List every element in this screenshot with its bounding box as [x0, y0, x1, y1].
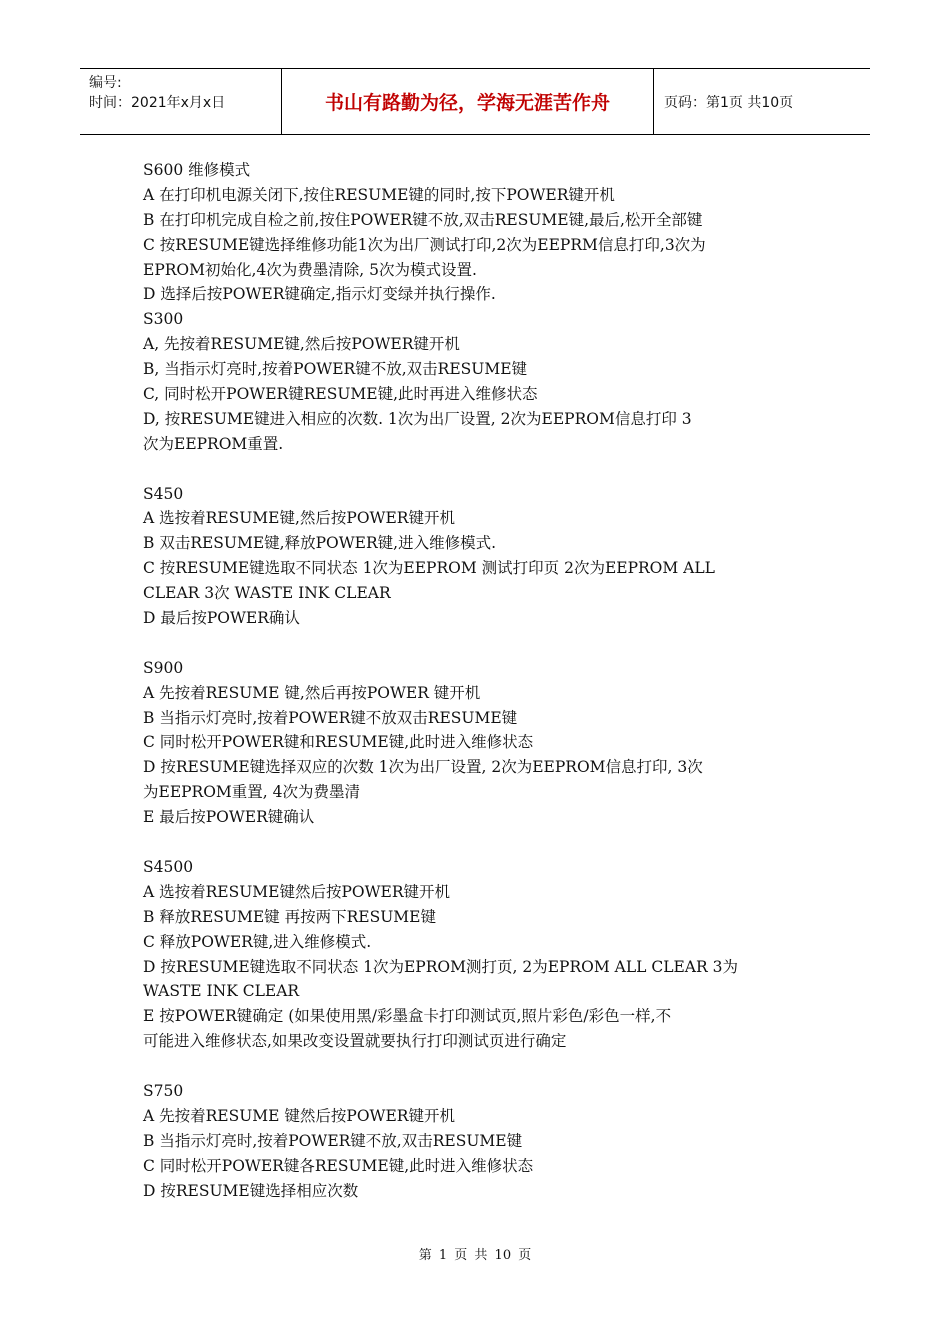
text-line: WASTE INK CLEAR	[143, 982, 300, 1001]
text-line: C 按RESUME键选择维修功能1次为出厂测试打印,2次为EEPRM信息打印,3次为	[143, 235, 706, 254]
text-line: 可能进入维修状态,如果改变设置就要执行打印测试页进行确定	[143, 1032, 567, 1051]
text-line: A 先按着RESUME 键然后按POWER键开机	[143, 1106, 455, 1125]
text-line: D 按RESUME键选择相应次数	[143, 1181, 359, 1200]
text-line: A 在打印机电源关闭下,按住RESUME键的同时,按下POWER键开机	[143, 185, 615, 204]
text-line: CLEAR 3次 WASTE INK CLEAR	[143, 584, 391, 603]
document-number-label: 编号:	[89, 75, 122, 91]
header-meta	[80, 69, 282, 134]
text-line: D 最后按POWER确认	[143, 609, 300, 628]
document-body	[143, 158, 823, 1203]
page-footer: 第 1 页 共 10 页	[418, 1248, 532, 1263]
text-line: A 选按着RESUME键然后按POWER键开机	[143, 882, 451, 901]
blank-line	[143, 830, 823, 855]
text-line: E 最后按POWER键确认	[143, 808, 315, 827]
text-line: A, 先按着RESUME键,然后按POWER键开机	[143, 335, 460, 354]
document-time-label: 时间：2021年x月x日	[89, 95, 226, 111]
text-line: B 释放RESUME键 再按两下RESUME键	[143, 907, 436, 926]
page-header	[80, 68, 870, 135]
text-line: D 选择后按POWER键确定,指示灯变绿并执行操作.	[143, 285, 496, 304]
text-line: B 双击RESUME键,释放POWER键,进入维修模式.	[143, 534, 497, 553]
text-line: S900	[143, 658, 184, 677]
text-line: C, 同时松开POWER键RESUME键,此时再进入维修状态	[143, 385, 538, 404]
text-line: D, 按RESUME键进入相应的次数. 1次为出厂设置, 2次为EEPROM信息打印 3	[143, 409, 692, 428]
blank-line	[143, 1054, 823, 1079]
text-line: S750	[143, 1081, 184, 1100]
text-line: D 按RESUME键选择双应的次数 1次为出厂设置, 2次为EEPROM信息打印, 3次	[143, 758, 703, 777]
text-line: C 释放POWER键,进入维修模式.	[143, 932, 372, 951]
header-motto: 书山有路勤为径，学海无涯苦作舟	[282, 69, 654, 134]
text-line: A 选按着RESUME键,然后按POWER键开机	[143, 509, 455, 528]
header-page-info: 页码：第1页 共10页	[664, 94, 794, 111]
text-line: EPROM初始化,4次为费墨清除, 5次为模式设置.	[143, 260, 477, 279]
text-line: C 按RESUME键选取不同状态 1次为EEPROM 测试打印页 2次为EEPROM ALL	[143, 559, 715, 578]
text-line: D 按RESUME键选取不同状态 1次为EPROM测打页, 2为EPROM ALL CLEAR 3为	[143, 957, 738, 976]
text-line: B 当指示灯亮时,按着POWER键不放双击RESUME键	[143, 708, 518, 727]
text-line: B, 当指示灯亮时,按着POWER键不放,双击RESUME键	[143, 360, 528, 379]
text-line: B 当指示灯亮时,按着POWER键不放,双击RESUME键	[143, 1131, 523, 1150]
text-line: C 同时松开POWER键各RESUME键,此时进入维修状态	[143, 1156, 534, 1175]
text-line: B 在打印机完成自检之前,按住POWER键不放,双击RESUME键,最后,松开全部键	[143, 210, 703, 229]
text-line: A 先按着RESUME 键,然后再按POWER 键开机	[143, 683, 481, 702]
text-line: S4500	[143, 857, 194, 876]
text-line: S450	[143, 484, 184, 503]
text-line: 为EEPROM重置, 4次为费墨清	[143, 783, 361, 802]
text-line: 次为EEPROM重置.	[143, 434, 284, 453]
text-line: C 同时松开POWER键和RESUME键,此时进入维修状态	[143, 733, 534, 752]
text-line: S600 维修模式	[143, 161, 251, 179]
text-line: S300	[143, 310, 184, 329]
blank-line	[143, 457, 823, 482]
text-line: E 按POWER键确定 (如果使用黑/彩墨盒卡打印测试页,照片彩色/彩色一样,不	[143, 1007, 672, 1026]
blank-line	[143, 631, 823, 656]
